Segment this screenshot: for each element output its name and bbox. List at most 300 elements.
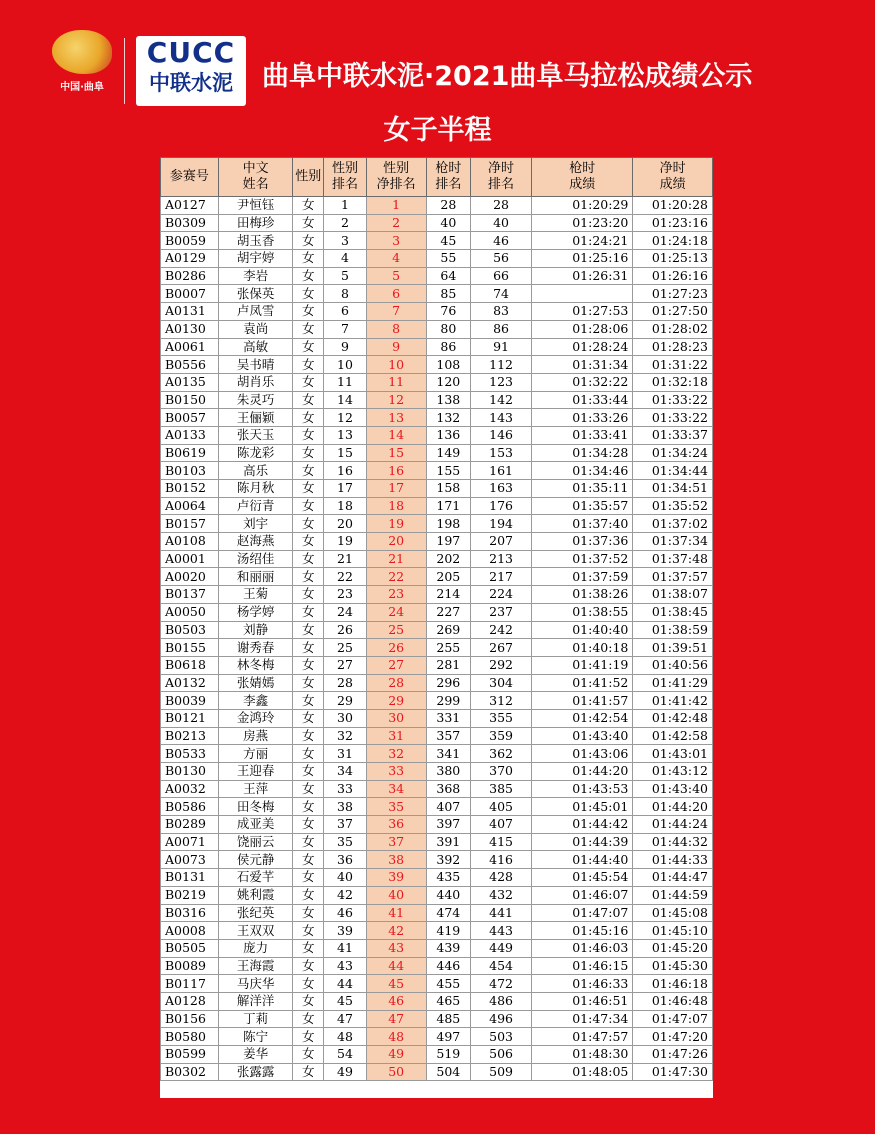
net-rank-cell: 407 (471, 816, 532, 834)
name-cell: 朱灵巧 (218, 391, 292, 409)
bib-cell: B0089 (161, 957, 219, 975)
net-rank-cell: 146 (471, 426, 532, 444)
gun-rank-cell: 86 (426, 338, 470, 356)
header-bib: 参赛号 (161, 158, 219, 197)
gun-time-cell: 01:44:20 (532, 763, 633, 781)
gender-rank-cell: 54 (324, 1046, 366, 1064)
gun-time-cell: 01:33:26 (532, 409, 633, 427)
gender-net-rank-cell: 27 (366, 656, 426, 674)
gender-rank-cell: 3 (324, 232, 366, 250)
name-cell: 王俪颖 (218, 409, 292, 427)
gender-rank-cell: 11 (324, 373, 366, 391)
name-cell: 张纪英 (218, 904, 292, 922)
gender-net-rank-cell: 50 (366, 1063, 426, 1081)
gun-rank-cell: 281 (426, 656, 470, 674)
gun-time-cell: 01:45:54 (532, 869, 633, 887)
net-time-cell: 01:42:48 (633, 709, 713, 727)
gun-rank-cell: 198 (426, 515, 470, 533)
gun-rank-cell: 40 (426, 214, 470, 232)
net-rank-cell: 242 (471, 621, 532, 639)
net-rank-cell: 432 (471, 886, 532, 904)
name-cell: 方丽 (218, 745, 292, 763)
gun-time-cell: 01:33:44 (532, 391, 633, 409)
gender-rank-cell: 12 (324, 409, 366, 427)
gender-rank-cell: 48 (324, 1028, 366, 1046)
table-row (161, 568, 713, 586)
name-cell: 解洋洋 (218, 992, 292, 1010)
gender-rank-cell: 15 (324, 444, 366, 462)
net-time-cell: 01:45:10 (633, 922, 713, 940)
gender-rank-cell: 17 (324, 480, 366, 498)
bib-cell: A0128 (161, 992, 219, 1010)
table-row (161, 869, 713, 887)
gender-cell: 女 (293, 568, 324, 586)
gender-cell: 女 (293, 780, 324, 798)
gun-rank-cell: 80 (426, 320, 470, 338)
gun-time-cell: 01:26:31 (532, 267, 633, 285)
gun-rank-cell: 519 (426, 1046, 470, 1064)
table-row (161, 798, 713, 816)
table-row (161, 214, 713, 232)
gun-time-cell: 01:43:06 (532, 745, 633, 763)
bib-cell: A0020 (161, 568, 219, 586)
net-rank-cell: 486 (471, 992, 532, 1010)
net-rank-cell: 443 (471, 922, 532, 940)
gun-time-cell: 01:33:41 (532, 426, 633, 444)
gender-rank-cell: 44 (324, 975, 366, 993)
bib-cell: B0155 (161, 639, 219, 657)
net-rank-cell: 472 (471, 975, 532, 993)
gender-net-rank-cell: 2 (366, 214, 426, 232)
gender-rank-cell: 42 (324, 886, 366, 904)
net-rank-cell: 267 (471, 639, 532, 657)
bib-cell: B0556 (161, 356, 219, 374)
net-time-cell: 01:44:47 (633, 869, 713, 887)
gender-net-rank-cell: 21 (366, 550, 426, 568)
gender-net-rank-cell: 49 (366, 1046, 426, 1064)
table-row (161, 833, 713, 851)
gender-rank-cell: 38 (324, 798, 366, 816)
gun-time-cell: 01:46:51 (532, 992, 633, 1010)
gender-cell: 女 (293, 957, 324, 975)
net-time-cell: 01:23:16 (633, 214, 713, 232)
name-cell: 成亚美 (218, 816, 292, 834)
gender-cell: 女 (293, 904, 324, 922)
gun-rank-cell: 76 (426, 303, 470, 321)
results-sheet (160, 157, 713, 1098)
gender-net-rank-cell: 40 (366, 886, 426, 904)
net-time-cell: 01:38:59 (633, 621, 713, 639)
gender-rank-cell: 5 (324, 267, 366, 285)
bib-cell: A0071 (161, 833, 219, 851)
name-cell: 尹恒钰 (218, 197, 292, 215)
net-time-cell: 01:45:30 (633, 957, 713, 975)
table-row (161, 444, 713, 462)
bib-cell: B0156 (161, 1010, 219, 1028)
name-cell: 王海霞 (218, 957, 292, 975)
table-row (161, 939, 713, 957)
net-time-cell: 01:46:18 (633, 975, 713, 993)
gun-rank-cell: 474 (426, 904, 470, 922)
gender-cell: 女 (293, 444, 324, 462)
bib-cell: A0133 (161, 426, 219, 444)
net-rank-cell: 112 (471, 356, 532, 374)
name-cell: 马庆华 (218, 975, 292, 993)
bib-cell: B0057 (161, 409, 219, 427)
gender-net-rank-cell: 4 (366, 250, 426, 268)
gender-rank-cell: 1 (324, 197, 366, 215)
table-row (161, 586, 713, 604)
gun-time-cell: 01:27:53 (532, 303, 633, 321)
net-rank-cell: 496 (471, 1010, 532, 1028)
gender-cell: 女 (293, 1063, 324, 1081)
gun-time-cell: 01:34:28 (532, 444, 633, 462)
bib-cell: B0309 (161, 214, 219, 232)
gun-time-cell: 01:23:20 (532, 214, 633, 232)
gender-rank-cell: 33 (324, 780, 366, 798)
bib-cell: B0289 (161, 816, 219, 834)
gender-cell: 女 (293, 515, 324, 533)
net-time-cell: 01:35:52 (633, 497, 713, 515)
table-row (161, 745, 713, 763)
bib-cell: B0286 (161, 267, 219, 285)
net-rank-cell: 153 (471, 444, 532, 462)
gun-rank-cell: 149 (426, 444, 470, 462)
net-rank-cell: 143 (471, 409, 532, 427)
net-time-cell: 01:44:59 (633, 886, 713, 904)
name-cell: 王双双 (218, 922, 292, 940)
gender-net-rank-cell: 25 (366, 621, 426, 639)
name-cell: 丁莉 (218, 1010, 292, 1028)
name-cell: 张露露 (218, 1063, 292, 1081)
gender-rank-cell: 28 (324, 674, 366, 692)
table-row (161, 727, 713, 745)
gender-rank-cell: 47 (324, 1010, 366, 1028)
gun-rank-cell: 465 (426, 992, 470, 1010)
net-rank-cell: 56 (471, 250, 532, 268)
net-rank-cell: 237 (471, 603, 532, 621)
net-rank-cell: 194 (471, 515, 532, 533)
net-rank-cell: 40 (471, 214, 532, 232)
net-rank-cell: 428 (471, 869, 532, 887)
table-row (161, 780, 713, 798)
name-cell: 石爱芊 (218, 869, 292, 887)
name-cell: 高敏 (218, 338, 292, 356)
gun-time-cell: 01:37:36 (532, 533, 633, 551)
net-time-cell: 01:28:02 (633, 320, 713, 338)
gun-rank-cell: 419 (426, 922, 470, 940)
table-row (161, 285, 713, 303)
gun-time-cell: 01:28:06 (532, 320, 633, 338)
gun-time-cell: 01:42:54 (532, 709, 633, 727)
gender-net-rank-cell: 14 (366, 426, 426, 444)
table-row (161, 957, 713, 975)
bib-cell: A0131 (161, 303, 219, 321)
gun-rank-cell: 368 (426, 780, 470, 798)
table-row (161, 515, 713, 533)
net-rank-cell: 213 (471, 550, 532, 568)
gun-time-cell: 01:28:24 (532, 338, 633, 356)
net-rank-cell: 86 (471, 320, 532, 338)
gender-net-rank-cell: 43 (366, 939, 426, 957)
results-table (160, 157, 713, 1081)
gender-net-rank-cell: 29 (366, 692, 426, 710)
net-rank-cell: 46 (471, 232, 532, 250)
bib-cell: A0061 (161, 338, 219, 356)
gun-rank-cell: 455 (426, 975, 470, 993)
bib-cell: B0316 (161, 904, 219, 922)
name-cell: 姜华 (218, 1046, 292, 1064)
gender-net-rank-cell: 12 (366, 391, 426, 409)
gun-time-cell: 01:43:53 (532, 780, 633, 798)
bib-cell: A0032 (161, 780, 219, 798)
page-subtitle: 女子半程 (383, 115, 492, 146)
cucc-logo-cn-text: 中联水泥 (149, 71, 233, 95)
gender-rank-cell: 26 (324, 621, 366, 639)
gun-time-cell: 01:35:11 (532, 480, 633, 498)
gun-rank-cell: 45 (426, 232, 470, 250)
table-row (161, 709, 713, 727)
gender-cell: 女 (293, 497, 324, 515)
gender-rank-cell: 34 (324, 763, 366, 781)
net-rank-cell: 83 (471, 303, 532, 321)
bib-cell: B0137 (161, 586, 219, 604)
gun-rank-cell: 85 (426, 285, 470, 303)
gender-rank-cell: 8 (324, 285, 366, 303)
gun-time-cell: 01:34:46 (532, 462, 633, 480)
table-row (161, 197, 713, 215)
name-cell: 高乐 (218, 462, 292, 480)
gender-cell: 女 (293, 1028, 324, 1046)
gender-net-rank-cell: 36 (366, 816, 426, 834)
gender-net-rank-cell: 11 (366, 373, 426, 391)
gender-cell: 女 (293, 391, 324, 409)
bib-cell: B0103 (161, 462, 219, 480)
name-cell: 和丽丽 (218, 568, 292, 586)
table-row (161, 763, 713, 781)
gender-cell: 女 (293, 285, 324, 303)
gender-net-rank-cell: 7 (366, 303, 426, 321)
gun-rank-cell: 299 (426, 692, 470, 710)
name-cell: 陈月秋 (218, 480, 292, 498)
net-time-cell: 01:47:20 (633, 1028, 713, 1046)
net-time-cell: 01:34:24 (633, 444, 713, 462)
gender-net-rank-cell: 38 (366, 851, 426, 869)
table-row (161, 692, 713, 710)
gun-rank-cell: 504 (426, 1063, 470, 1081)
name-cell: 陈宁 (218, 1028, 292, 1046)
net-rank-cell: 176 (471, 497, 532, 515)
table-row (161, 303, 713, 321)
net-time-cell: 01:47:30 (633, 1063, 713, 1081)
gun-time-cell: 01:47:34 (532, 1010, 633, 1028)
gun-rank-cell: 202 (426, 550, 470, 568)
gun-rank-cell: 269 (426, 621, 470, 639)
net-time-cell: 01:31:22 (633, 356, 713, 374)
bib-cell: B0150 (161, 391, 219, 409)
net-time-cell: 01:40:56 (633, 656, 713, 674)
net-time-cell: 01:44:33 (633, 851, 713, 869)
gun-rank-cell: 357 (426, 727, 470, 745)
gun-time-cell: 01:43:40 (532, 727, 633, 745)
gender-net-rank-cell: 10 (366, 356, 426, 374)
net-rank-cell: 415 (471, 833, 532, 851)
gender-net-rank-cell: 37 (366, 833, 426, 851)
gender-net-rank-cell: 1 (366, 197, 426, 215)
gun-rank-cell: 407 (426, 798, 470, 816)
gun-time-cell: 01:44:42 (532, 816, 633, 834)
net-time-cell: 01:44:20 (633, 798, 713, 816)
net-rank-cell: 362 (471, 745, 532, 763)
bib-cell: A0008 (161, 922, 219, 940)
gender-rank-cell: 31 (324, 745, 366, 763)
gender-cell: 女 (293, 267, 324, 285)
name-cell: 林冬梅 (218, 656, 292, 674)
net-time-cell: 01:34:51 (633, 480, 713, 498)
gun-rank-cell: 485 (426, 1010, 470, 1028)
table-row (161, 356, 713, 374)
net-time-cell: 01:33:37 (633, 426, 713, 444)
net-time-cell: 01:41:29 (633, 674, 713, 692)
gender-rank-cell: 45 (324, 992, 366, 1010)
name-cell: 胡肖乐 (218, 373, 292, 391)
table-row (161, 550, 713, 568)
gender-rank-cell: 46 (324, 904, 366, 922)
name-cell: 姚利霞 (218, 886, 292, 904)
gun-rank-cell: 171 (426, 497, 470, 515)
table-row (161, 533, 713, 551)
gender-net-rank-cell: 42 (366, 922, 426, 940)
name-cell: 杨学婷 (218, 603, 292, 621)
gender-rank-cell: 13 (324, 426, 366, 444)
bib-cell: B0503 (161, 621, 219, 639)
net-rank-cell: 355 (471, 709, 532, 727)
gun-rank-cell: 108 (426, 356, 470, 374)
net-rank-cell: 449 (471, 939, 532, 957)
bib-cell: B0007 (161, 285, 219, 303)
net-time-cell: 01:34:44 (633, 462, 713, 480)
bib-cell: A0050 (161, 603, 219, 621)
net-time-cell: 01:43:01 (633, 745, 713, 763)
net-rank-cell: 74 (471, 285, 532, 303)
net-time-cell: 01:44:24 (633, 816, 713, 834)
gender-cell: 女 (293, 975, 324, 993)
gun-time-cell: 01:25:16 (532, 250, 633, 268)
table-row (161, 639, 713, 657)
gun-time-cell: 01:46:33 (532, 975, 633, 993)
gender-rank-cell: 6 (324, 303, 366, 321)
gun-rank-cell: 497 (426, 1028, 470, 1046)
bib-cell: A0073 (161, 851, 219, 869)
net-rank-cell: 509 (471, 1063, 532, 1081)
table-row (161, 462, 713, 480)
name-cell: 张天玉 (218, 426, 292, 444)
gender-cell: 女 (293, 197, 324, 215)
name-cell: 王菊 (218, 586, 292, 604)
name-cell: 胡玉香 (218, 232, 292, 250)
table-row (161, 267, 713, 285)
name-cell: 谢秀春 (218, 639, 292, 657)
gun-rank-cell: 64 (426, 267, 470, 285)
gender-net-rank-cell: 32 (366, 745, 426, 763)
gender-cell: 女 (293, 603, 324, 621)
gender-rank-cell: 10 (324, 356, 366, 374)
gender-rank-cell: 43 (324, 957, 366, 975)
header-gender: 性别 (293, 158, 324, 197)
gender-rank-cell: 30 (324, 709, 366, 727)
gender-net-rank-cell: 35 (366, 798, 426, 816)
net-rank-cell: 454 (471, 957, 532, 975)
logo-left-text: 中国·曲阜 (60, 82, 104, 93)
gun-rank-cell: 397 (426, 816, 470, 834)
net-rank-cell: 28 (471, 197, 532, 215)
net-time-cell: 01:28:23 (633, 338, 713, 356)
net-time-cell: 01:24:18 (633, 232, 713, 250)
table-row (161, 409, 713, 427)
qufu-marathon-logo-icon (52, 30, 112, 74)
gender-rank-cell: 9 (324, 338, 366, 356)
table-row (161, 1063, 713, 1081)
gun-rank-cell: 214 (426, 586, 470, 604)
bib-cell: B0619 (161, 444, 219, 462)
header-gender-net-rank: 性别 净排名 (366, 158, 426, 197)
header-net-time: 净时 成绩 (633, 158, 713, 197)
name-cell: 田冬梅 (218, 798, 292, 816)
gender-net-rank-cell: 28 (366, 674, 426, 692)
gender-net-rank-cell: 8 (366, 320, 426, 338)
gun-rank-cell: 120 (426, 373, 470, 391)
net-rank-cell: 163 (471, 480, 532, 498)
bib-cell: B0131 (161, 869, 219, 887)
table-row (161, 886, 713, 904)
gender-rank-cell: 20 (324, 515, 366, 533)
net-rank-cell: 370 (471, 763, 532, 781)
net-time-cell: 01:37:57 (633, 568, 713, 586)
gender-net-rank-cell: 15 (366, 444, 426, 462)
name-cell: 卢凤雪 (218, 303, 292, 321)
gun-rank-cell: 392 (426, 851, 470, 869)
gun-rank-cell: 380 (426, 763, 470, 781)
logo-divider (124, 38, 125, 104)
gender-rank-cell: 14 (324, 391, 366, 409)
table-row (161, 373, 713, 391)
net-time-cell: 01:27:23 (633, 285, 713, 303)
gun-time-cell: 01:47:57 (532, 1028, 633, 1046)
net-time-cell: 01:37:02 (633, 515, 713, 533)
bib-cell: B0586 (161, 798, 219, 816)
net-rank-cell: 123 (471, 373, 532, 391)
gender-rank-cell: 21 (324, 550, 366, 568)
gender-cell: 女 (293, 727, 324, 745)
net-time-cell: 01:47:26 (633, 1046, 713, 1064)
gun-time-cell: 01:37:59 (532, 568, 633, 586)
gun-rank-cell: 136 (426, 426, 470, 444)
name-cell: 王迎春 (218, 763, 292, 781)
net-time-cell: 01:42:58 (633, 727, 713, 745)
gun-time-cell: 01:24:21 (532, 232, 633, 250)
gender-cell: 女 (293, 709, 324, 727)
gender-rank-cell: 40 (324, 869, 366, 887)
table-row (161, 975, 713, 993)
gender-cell: 女 (293, 992, 324, 1010)
gender-cell: 女 (293, 1010, 324, 1028)
gender-cell: 女 (293, 550, 324, 568)
bib-cell: B0157 (161, 515, 219, 533)
net-time-cell: 01:33:22 (633, 391, 713, 409)
gun-time-cell: 01:46:03 (532, 939, 633, 957)
header-gender-rank: 性别 排名 (324, 158, 366, 197)
bib-cell: B0580 (161, 1028, 219, 1046)
